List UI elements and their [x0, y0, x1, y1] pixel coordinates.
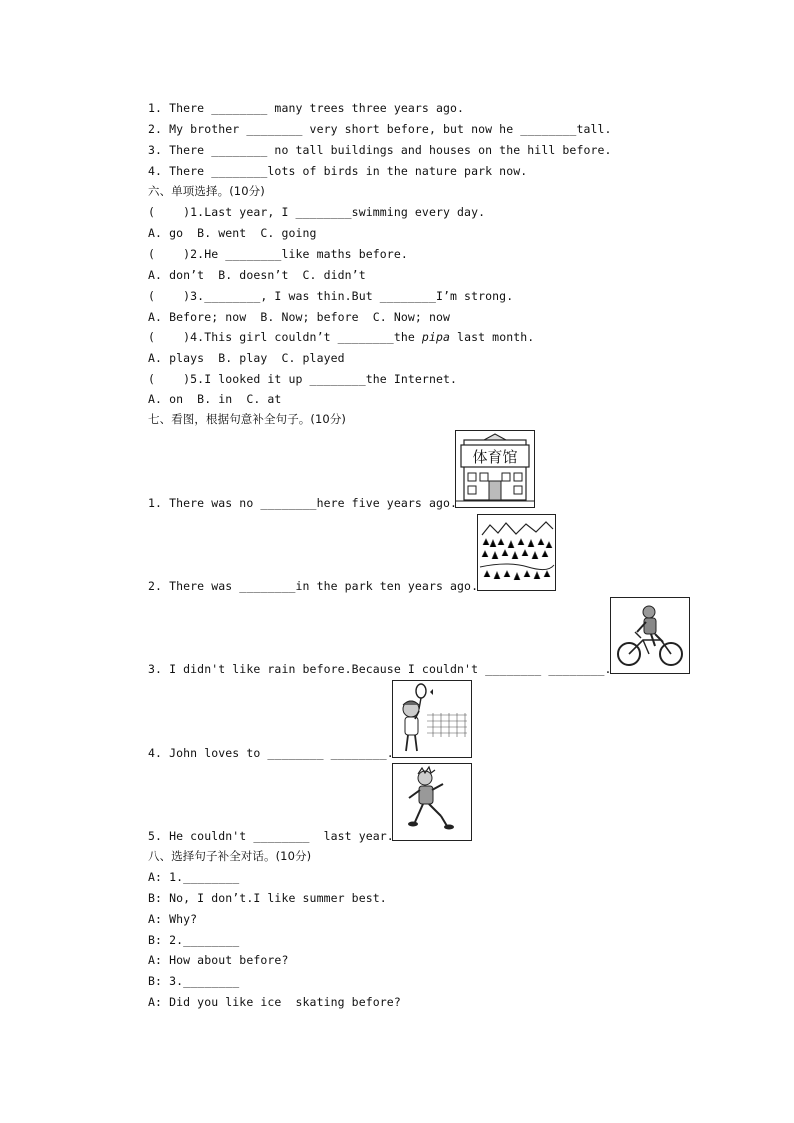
question-3: ( )3.________, I was thin.But ________I’m strong. [148, 289, 514, 303]
dialogue-line-3: A: Why? [148, 912, 198, 926]
section7-item-2: 2. There was ________in the park ten years ago. [148, 579, 479, 593]
section6-heading: 六、单项选择。(10分) [148, 184, 265, 198]
question-2: ( )2.He ________like maths before. [148, 247, 408, 261]
dialogue-line-1: A: 1.________ [148, 870, 240, 884]
section7-heading: 七、看图，根据句意补全句子。(10分) [148, 412, 347, 426]
boy-running-icon [392, 763, 472, 841]
dialogue-line-5: A: How about before? [148, 953, 289, 967]
grassland-icon [477, 514, 556, 591]
section5-item-2: 2. My brother ________ very short before, but now he ________tall. [148, 122, 612, 136]
dialogue-line-2: B: No, I don’t.I like summer best. [148, 891, 387, 905]
section5-item-3: 3. There ________ no tall buildings and houses on the hill before. [148, 143, 612, 157]
boy-cycling-icon [610, 597, 690, 674]
question-3-options: A. Before; now B. Now; before C. Now; now [148, 310, 451, 324]
gym-sign-text: 体育馆 [472, 448, 518, 466]
question-4-post: last month. [450, 330, 535, 344]
question-4-pre: ( )4.This girl couldn’t ________the [148, 330, 422, 344]
question-4-options: A. plays B. play C. played [148, 351, 345, 365]
question-4-italic: pipa [421, 330, 451, 344]
question-1: ( )1.Last year, I ________swimming every day. [148, 205, 486, 219]
question-1-options: A. go B. went C. going [148, 226, 317, 240]
question-4 [148, 330, 534, 344]
section8-heading: 八、选择句子补全对话。(10分) [148, 849, 312, 863]
question-5-options: A. on B. in C. at [148, 392, 282, 406]
section7-item-4: 4. John loves to ________ ________. [148, 746, 394, 760]
dialogue-line-4: B: 2.________ [148, 933, 240, 947]
question-5: ( )5.I looked it up ________the Internet. [148, 372, 458, 386]
question-2-options: A. don’t B. doesn’t C. didn’t [148, 268, 366, 282]
badminton-player-icon [392, 680, 472, 758]
section5-item-4: 4. There ________lots of birds in the nature park now. [148, 164, 528, 178]
gym-building-icon [455, 430, 535, 508]
section5-item-1: 1. There ________ many trees three years ago. [148, 101, 465, 115]
dialogue-line-7: A: Did you like ice skating before? [148, 995, 401, 1009]
section7-item-1: 1. There was no ________here five years ago. [148, 496, 458, 510]
section7-item-3: 3. I didn't like rain before.Because I couldn't ________ ________. [148, 662, 612, 676]
dialogue-line-6: B: 3.________ [148, 974, 240, 988]
section7-item-5: 5. He couldn't ________ last year. [148, 829, 394, 843]
